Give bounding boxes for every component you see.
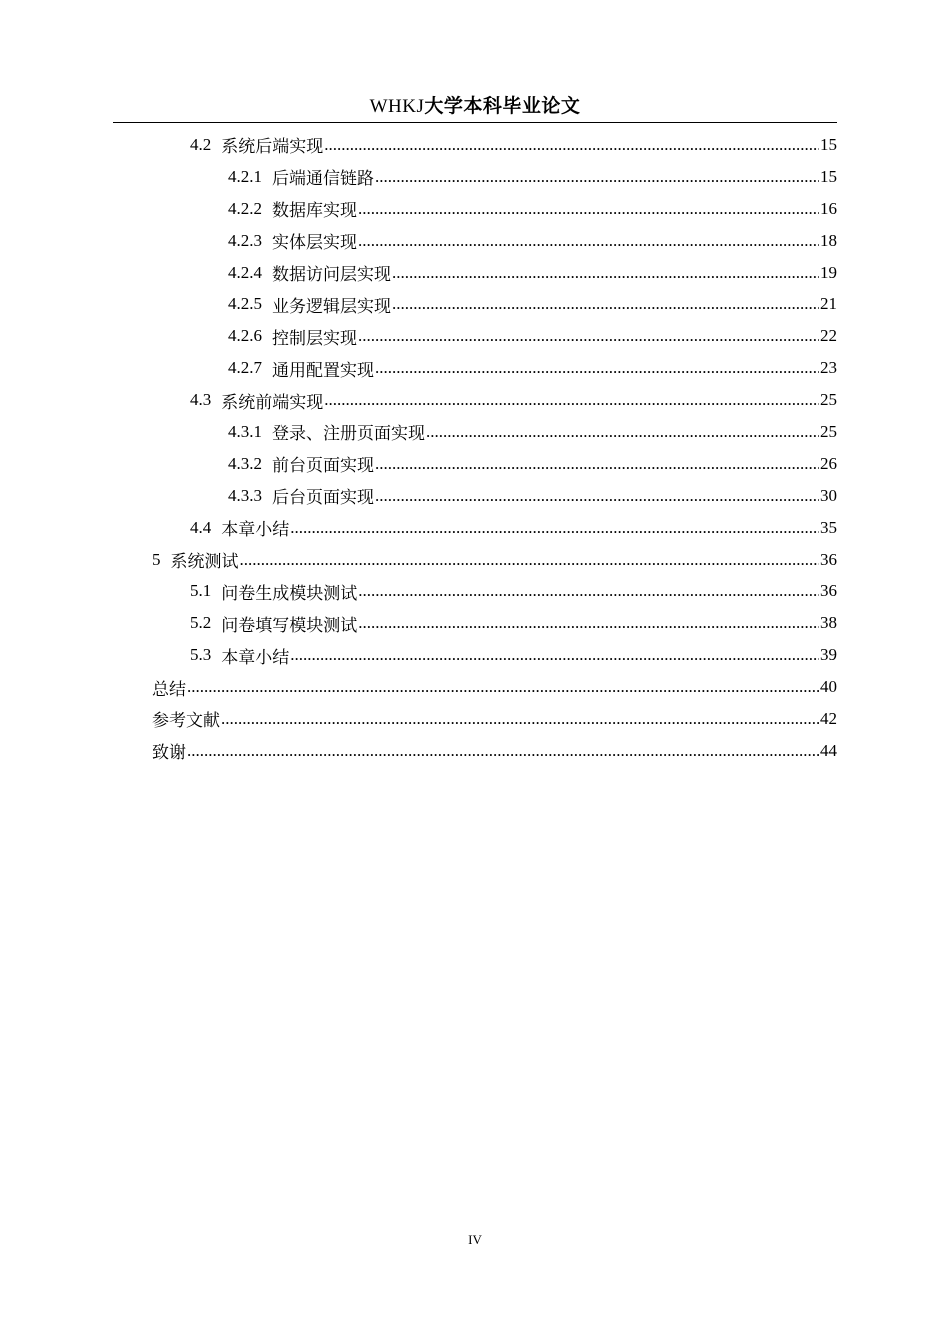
- toc-entry-page: 23: [820, 358, 837, 378]
- toc-entry-title: 本章小结: [221, 647, 290, 668]
- toc-dot-leader: [221, 709, 819, 729]
- toc-entry[interactable]: [0, 129, 950, 161]
- toc-dot-leader: [392, 263, 819, 283]
- toc-entry-number: 5.2: [190, 613, 212, 633]
- toc-entry[interactable]: [0, 193, 950, 225]
- toc-entry-number: 5.1: [190, 581, 212, 601]
- toc-dot-leader: [358, 199, 819, 219]
- toc-entry-number: 4.3: [190, 390, 212, 410]
- toc-dot-leader: [187, 677, 819, 697]
- toc-entry[interactable]: [0, 384, 950, 416]
- header-latin: WHKJ: [369, 96, 425, 117]
- toc-entry-page: 26: [820, 453, 837, 473]
- toc-entry-title: 后端通信链路: [272, 169, 374, 190]
- header-chinese-title: 大学本科毕业论文: [424, 95, 581, 117]
- toc-dot-leader: [187, 741, 819, 761]
- toc-entry-title: 控制层实现: [272, 328, 357, 349]
- toc-entry-title: 问卷生成模块测试: [221, 583, 358, 604]
- toc-entry-title: 后台页面实现: [272, 488, 374, 509]
- toc-dot-leader: [358, 613, 819, 633]
- toc-entry-title: 系统后端实现: [221, 137, 324, 158]
- toc-dot-leader: [240, 550, 820, 570]
- toc-entry-number: 4.2.5: [228, 294, 262, 314]
- toc-entry-title: 系统测试: [170, 552, 239, 573]
- toc-entry[interactable]: [0, 416, 950, 448]
- toc-dot-leader: [392, 294, 819, 314]
- toc-entry-title: 数据访问层实现: [272, 265, 391, 285]
- toc-entry-title: 系统前端实现: [221, 392, 324, 413]
- toc-entry-title: 通用配置实现: [272, 360, 374, 381]
- toc-entry[interactable]: [0, 512, 950, 544]
- toc-entry-page: 40: [820, 677, 837, 697]
- toc-entry[interactable]: [0, 320, 950, 352]
- toc-entry-title: 数据库实现: [272, 201, 357, 222]
- toc-entry-number: 5.3: [190, 645, 212, 665]
- toc-entry-page: 39: [820, 645, 837, 665]
- toc-entry-title: 登录、注册页面实现: [272, 424, 425, 445]
- toc-entry-number: 4.2.6: [228, 326, 262, 346]
- toc-entry-title: 参考文献: [152, 711, 220, 732]
- toc-entry-page: 25: [820, 390, 837, 410]
- toc-dot-leader: [358, 231, 819, 251]
- toc-entry-number: 4.3.1: [228, 421, 262, 441]
- toc-entry-title: 致谢: [152, 743, 186, 764]
- toc-entry[interactable]: [0, 607, 950, 639]
- toc-entry-number: 4.4: [190, 517, 212, 537]
- toc-dot-leader: [324, 135, 819, 155]
- toc-entry-title: 业务逻辑层实现: [272, 296, 391, 317]
- toc-entry-number: 4.2.2: [228, 198, 262, 218]
- toc-entry-page: 18: [820, 230, 837, 250]
- toc-dot-leader: [358, 581, 819, 601]
- toc-entry-page: 15: [820, 134, 837, 154]
- toc-entry-page: 38: [820, 613, 837, 633]
- toc-entry[interactable]: [0, 161, 950, 193]
- toc-dot-leader: [290, 518, 819, 538]
- toc-entry-page: 44: [820, 740, 837, 760]
- toc-entry-number: 4.2.4: [228, 262, 262, 282]
- toc-dot-leader: [290, 645, 819, 665]
- toc-entry[interactable]: [0, 544, 950, 576]
- toc-entry[interactable]: [0, 575, 950, 607]
- toc-entry-page: 21: [820, 294, 837, 314]
- toc-entry-page: 25: [820, 421, 837, 441]
- toc-dot-leader: [375, 454, 819, 474]
- toc-entry-title: 问卷填写模块测试: [221, 615, 358, 636]
- toc-dot-leader: [426, 422, 819, 442]
- toc-entry-page: 30: [820, 485, 837, 505]
- toc-entry-number: 4.2.3: [228, 230, 262, 250]
- toc-entry-number: 4.3.2: [228, 453, 262, 473]
- toc-dot-leader: [375, 358, 819, 378]
- toc-entry-page: 36: [820, 581, 837, 601]
- toc-entry-title: 总结: [152, 679, 186, 700]
- toc-entry-title: 本章小结: [221, 520, 290, 541]
- toc-dot-leader: [358, 326, 819, 346]
- toc-entry-title: 实体层实现: [272, 233, 357, 254]
- toc-entry[interactable]: [0, 639, 950, 671]
- toc-entry[interactable]: [0, 448, 950, 480]
- page-number: IV: [468, 1232, 482, 1247]
- toc-entry[interactable]: [0, 225, 950, 257]
- toc-entry[interactable]: [0, 352, 950, 384]
- header-title: [370, 92, 581, 121]
- toc-dot-leader: [324, 390, 819, 410]
- toc-entry-number: 4.2: [190, 134, 212, 154]
- toc-entry-number: 5: [152, 549, 161, 569]
- toc-dot-leader: [375, 167, 819, 187]
- toc-entry-page: 42: [820, 708, 837, 728]
- toc-entry[interactable]: [0, 703, 950, 735]
- toc-entry-page: 36: [820, 549, 837, 569]
- toc-entry[interactable]: [0, 671, 950, 703]
- toc-entry-number: 4.3.3: [228, 485, 262, 505]
- table-of-contents: [0, 129, 950, 767]
- toc-entry-page: 19: [820, 262, 837, 282]
- toc-entry-title: 前台页面实现: [272, 456, 374, 477]
- toc-entry[interactable]: [0, 288, 950, 320]
- toc-entry-number: 4.2.1: [228, 166, 262, 186]
- toc-entry-page: 15: [820, 166, 837, 186]
- toc-entry-number: 4.2.7: [228, 358, 262, 378]
- page-header: [113, 92, 837, 123]
- toc-entry-page: 22: [820, 326, 837, 346]
- toc-entry-page: 35: [820, 517, 837, 537]
- toc-entry[interactable]: [0, 257, 950, 289]
- toc-entry[interactable]: [0, 735, 950, 767]
- toc-entry-page: 16: [820, 198, 837, 218]
- toc-dot-leader: [375, 486, 819, 506]
- toc-entry[interactable]: [0, 480, 950, 512]
